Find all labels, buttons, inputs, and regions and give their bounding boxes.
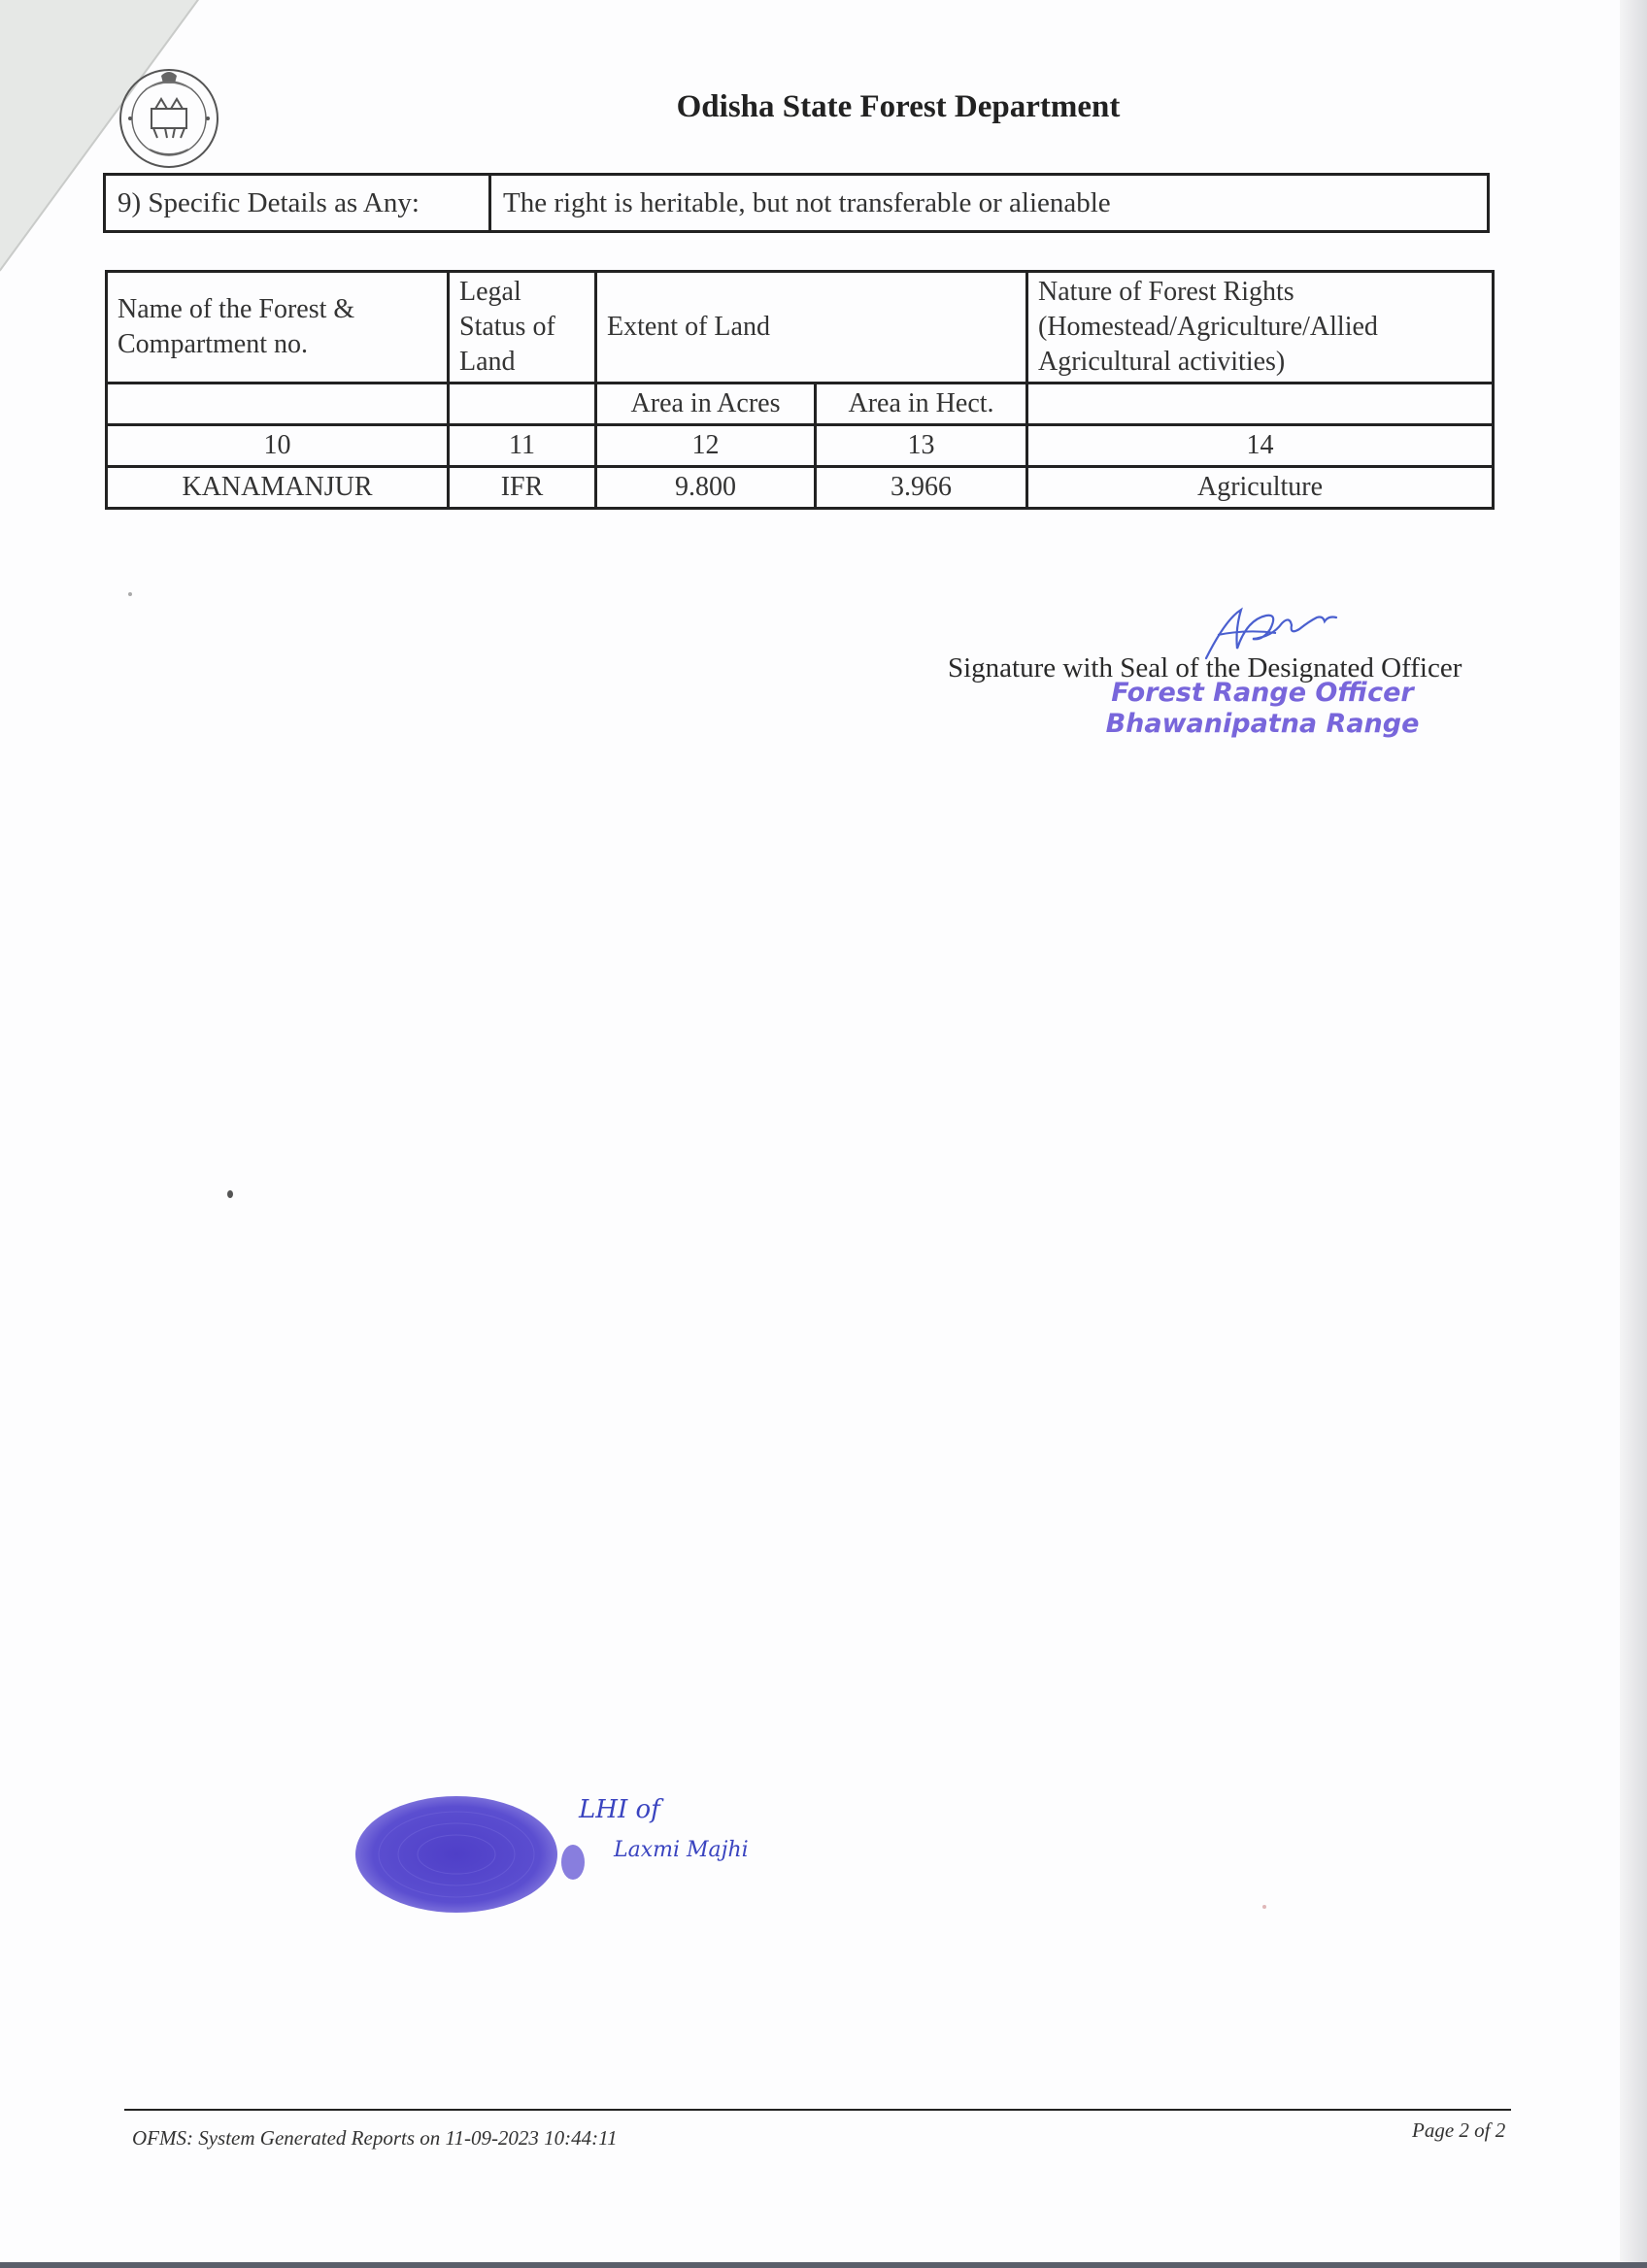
signature-label: Signature with Seal of the Designated Officer: [948, 652, 1462, 684]
column-number-row: [107, 425, 1494, 467]
thumb-note-text: LHI of: [579, 1795, 660, 1824]
details-label: 9) Specific Details as Any:: [105, 175, 490, 232]
thumb-note-handwriting: [573, 1783, 787, 1870]
footer-divider: [124, 2109, 1511, 2111]
footer-page-number: Page 2 of 2: [1412, 2118, 1506, 2142]
scan-bottom-edge: [0, 2262, 1647, 2268]
cell-nature: Agriculture: [1027, 467, 1494, 509]
cell-legal-status: IFR: [449, 467, 596, 509]
column-number: 11: [449, 425, 596, 467]
scan-speck: [128, 592, 132, 596]
header-area-hect: Area in Hect.: [816, 384, 1027, 425]
footer-report-info: OFMS: System Generated Reports on 11-09-2023 10:44:11: [132, 2126, 618, 2150]
stamp-line-2: Bhawanipatna Range: [1105, 709, 1420, 739]
officer-stamp: [1097, 678, 1428, 740]
scan-speck: [227, 1190, 233, 1198]
column-number: 13: [816, 425, 1027, 467]
empty-cell: [1027, 384, 1494, 425]
table-header-row: [107, 272, 1494, 384]
header-extent-of-land: Extent of Land: [596, 272, 1027, 384]
emblem-icon: [117, 62, 221, 175]
svg-text:Laxmi Majhi: Laxmi Majhi: [614, 1838, 749, 1862]
table-subheader-row: [107, 384, 1494, 425]
specific-details-table: [103, 173, 1490, 233]
page-title: Odisha State Forest Department: [676, 89, 1121, 124]
stamp-line-1: Forest Range Officer: [1111, 678, 1414, 708]
header-forest-name: Name of the Forest & Compartment no.: [107, 272, 449, 384]
details-value: The right is heritable, but not transferable or alienable: [490, 175, 1489, 232]
empty-cell: [449, 384, 596, 425]
column-number: 14: [1027, 425, 1494, 467]
header-nature-of-rights: Nature of Forest Rights (Homestead/Agriculture/Allied Agricultural activities): [1027, 272, 1494, 384]
cell-area-hect: 3.966: [816, 467, 1027, 509]
column-number: 12: [596, 425, 816, 467]
column-number: 10: [107, 425, 449, 467]
page-edge-shadow: [1620, 0, 1647, 2268]
cell-area-acres: 9.800: [596, 467, 816, 509]
forest-rights-table: [105, 270, 1495, 510]
cell-forest-name: KANAMANJUR: [107, 467, 449, 509]
scan-speck: [1262, 1905, 1266, 1909]
header-area-acres: Area in Acres: [596, 384, 816, 425]
header-legal-status: Legal Status of Land: [449, 272, 596, 384]
thumb-impression: [352, 1792, 604, 1918]
table-row: [107, 467, 1494, 509]
empty-cell: [107, 384, 449, 425]
